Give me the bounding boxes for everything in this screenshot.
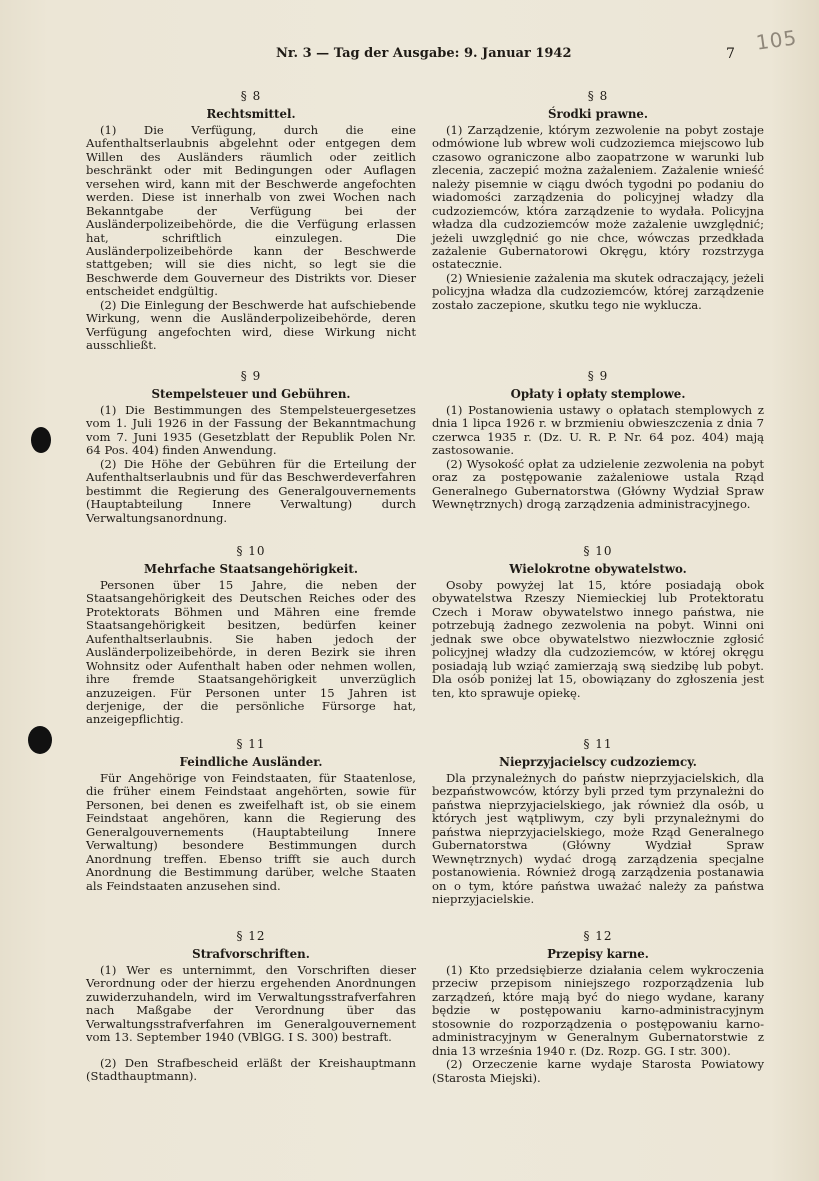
- paragraph: (1) Zarządzenie, którym zezwolenie na pobyt zostaje odmówione lub wbrew woli cudzoziemca miejscowo lub czasowo ograniczone albo zaopatrzone w warunki lub zlecenia, zaczepić można zażaleniem. Zażalenie wnieść należy pisemnie w ciągu dwóch tygodni po podaniu do wiadomości zarządzenia do policyjnej władzy dla cudzoziemców, która zarządzenie to wydała. Policyjna władza dla cudzoziemców może zażalenie uwzględnić; jeżeli uwzględnić go nie chce, wówczas przedkłada zażalenie Gubernatorowi Okręgu, który rozstrzyga ostatecznie.: [432, 122, 764, 272]
- section-title: Feindliche Ausländer.: [179, 755, 323, 770]
- section-8-de: [86, 90, 416, 353]
- paragraph: (2) Die Höhe der Gebühren für die Erteilung der Aufenthaltserlaubnis und für das Beschwerdeverfahren bestimmt die Regierung des Generalgouvernements (Hauptabteilung Innere Verwaltung) durch Verwaltungsanordnung.: [86, 456, 416, 525]
- section-12-de: [86, 930, 416, 1084]
- page-header: [0, 46, 819, 66]
- paragraph: Für Angehörige von Feindstaaten, für Staatenlose, die früher einem Feindstaat angehörten, sowie für Personen, bei denen es zweifelhaft ist, ob sie einem Feindstaat angehören, kann die Regierung des Generalgouvernements (Hauptabteilung Innere Verwaltung) besondere Bestimmungen durch Anordnung treffen. Ebenso trifft sie auch durch Anordnung die Bestimmung darüber, welche Staaten als Feindstaaten anzusehen sind.: [86, 770, 416, 893]
- section-number: § 8: [587, 89, 609, 103]
- section-number: § 11: [583, 737, 613, 751]
- section-number: § 9: [587, 369, 609, 383]
- section-9-pl: [432, 370, 764, 512]
- paragraph: (1) Die Bestimmungen des Stempelsteuergesetzes vom 1. Juli 1926 in der Fassung der Bekanntmachung vom 7. Juni 1935 (Gesetzblatt der Republik Polen Nr. 64 Pos. 404) finden Anwendung.: [86, 402, 416, 458]
- ink-blot: [31, 427, 51, 453]
- section-title: Rechtsmittel.: [206, 107, 296, 122]
- section-number: § 12: [583, 929, 613, 943]
- section-12-pl: [432, 930, 764, 1085]
- handwritten-page-note: 105: [754, 25, 799, 55]
- section-number: § 11: [236, 737, 266, 751]
- section-10-de: [86, 545, 416, 727]
- paragraph: (1) Die Verfügung, durch die eine Aufenthaltserlaubnis abgelehnt oder entgegen dem Willen des Ausländers räumlich oder zeitlich beschränkt oder mit Bedingungen oder Auflagen versehen wird, kann mit der Beschwerde angefochten werden. Diese ist innerhalb von zwei Wochen nach Bekanntgabe der Verfügung bei der Ausländerpolizeibehörde, die die Verfügung erlassen hat, schriftlich einzulegen. Die Ausländerpolizeibehörde kann der Beschwerde stattgeben; will sie dies nicht, so legt sie die Beschwerde dem Gouverneur des Distrikts vor. Dieser entscheidet endgültig.: [86, 122, 416, 299]
- paragraph: (2) Wniesienie zażalenia ma skutek odraczający, jeżeli policyjna władza dla cudzoziemców, której zarządzenie zostało zaczepione, skutku tego nie wyklucza.: [432, 270, 764, 312]
- paragraph: (2) Die Einlegung der Beschwerde hat aufschiebende Wirkung, wenn die Ausländerpolizeibehörde, deren Verfügung angefochten wird, diese Wirkung nicht ausschließt.: [86, 297, 416, 353]
- page-number: 7: [726, 46, 735, 62]
- section-11-de: [86, 738, 416, 893]
- paragraph: (2) Orzeczenie karne wydaje Starosta Powiatowy (Starosta Miejski).: [432, 1057, 764, 1085]
- paragraph: (1) Wer es unternimmt, den Vorschriften dieser Verordnung oder der hierzu ergehenden Anordnungen zuwiderzuhandeln, wird im Verwaltungsstrafverfahren nach Maßgabe der Verordnung über das Verwaltungsstrafverfahren im Generalgouvernement vom 13. September 1940 (VBlGG. I S. 300) bestraft.: [86, 962, 416, 1045]
- paragraph: Dla przynależnych do państw nieprzyjacielskich, dla bezpaństwowców, którzy byli przed tym przynależni do państwa nieprzyjacielskiego, jak również dla osób, u których jest wątpliwym, czy byli przynależnymi do państwa nieprzyjacielskiego, może Rząd Generalnego Gubernatorstwa (Główny Wydział Spraw Wewnętrznych) wydać drogą zarządzenia specjalne postanowienia. Również drogą zarządzenia postanawia on o tym, które państwa uważać należy za państwa nieprzyjacielskie.: [432, 770, 764, 906]
- section-number: § 10: [583, 544, 613, 558]
- paragraph: (1) Kto przedsiębierze działania celem wykroczenia przeciw przepisom niniejszego rozporządzenia lub zarządzeń, które mają być do niego wydane, karany będzie w postępowaniu karno-administracyjnym stosownie do rozporządzenia o postępowaniu karno-administracyjnym w Generalnym Gubernatorstwie z dnia 13 września 1940 r. (Dz. Rozp. GG. I str. 300).: [432, 962, 764, 1058]
- section-9-de: [86, 370, 416, 525]
- section-title: Mehrfache Staatsangehörigkeit.: [144, 562, 358, 577]
- section-number: § 8: [240, 89, 262, 103]
- section-number: § 9: [240, 369, 262, 383]
- paragraph: (1) Postanowienia ustawy o opłatach stemplowych z dnia 1 lipca 1926 r. w brzmieniu obwieszczenia z dnia 7 czerwca 1935 r. (Dz. U. R. P. Nr. 64 poz. 404) mają zastosowanie.: [432, 402, 764, 458]
- section-title: Stempelsteuer und Gebühren.: [151, 387, 351, 402]
- section-8-pl: [432, 90, 764, 312]
- section-number: § 12: [236, 929, 266, 943]
- section-title: Środki prawne.: [547, 107, 649, 122]
- paragraph: Osoby powyżej lat 15, które posiadają obok obywatelstwa Rzeszy Niemieckiej lub Protektoratu Czech i Moraw obywatelstwo innego państwa, nie potrzebują żadnego zezwolenia na pobyt. Winni oni jednak swe obce obywatelstwo niezwłocznie zgłosić policyjnej władzy dla cudzoziemców, w której okręgu posiadają lub wziąć zamierzają swą siedzibę lub pobyt. Dla osób poniżej lat 15, obowiązany do zgłoszenia jest ten, kto sprawuje opiekę.: [432, 577, 764, 700]
- gazette-issue-title: Nr. 3 — Tag der Ausgabe: 9. Januar 1942: [276, 46, 572, 61]
- paragraph: Personen über 15 Jahre, die neben der Staatsangehörigkeit des Deutschen Reiches oder des Protektorats Böhmen und Mähren eine fremde Staatsangehörigkeit besitzen, bedürfen keiner Aufenthaltserlaubnis. Sie haben jedoch der Ausländerpolizeibehörde, in deren Bezirk sie ihren Wohnsitz oder Aufenthalt haben oder nehmen wollen, ihre fremde Staatsangehörigkeit unverzüglich anzuzeigen. Für Personen unter 15 Jahren ist derjenige, der die persönliche Fürsorge hat, anzeigepflichtig.: [86, 577, 416, 727]
- section-title: Opłaty i opłaty stemplowe.: [510, 387, 686, 402]
- ink-blot: [28, 726, 52, 754]
- section-10-pl: [432, 545, 764, 700]
- section-title: Nieprzyjacielscy cudzoziemcy.: [499, 755, 697, 770]
- section-title: Wielokrotne obywatelstwo.: [509, 562, 687, 577]
- section-title: Przepisy karne.: [547, 947, 649, 962]
- section-title: Strafvorschriften.: [192, 947, 310, 962]
- paragraph: (2) Wysokość opłat za udzielenie zezwolenia na pobyt oraz za postępowanie zażaleniowe ustala Rząd Generalnego Gubernatorstwa (Główny Wydział Spraw Wewnętrznych) drogą zarządzenia administracyjnego.: [432, 456, 764, 512]
- section-number: § 10: [236, 544, 266, 558]
- paragraph: (2) Den Strafbescheid erläßt der Kreishauptmann (Stadthauptmann).: [86, 1055, 416, 1084]
- section-11-pl: [432, 738, 764, 906]
